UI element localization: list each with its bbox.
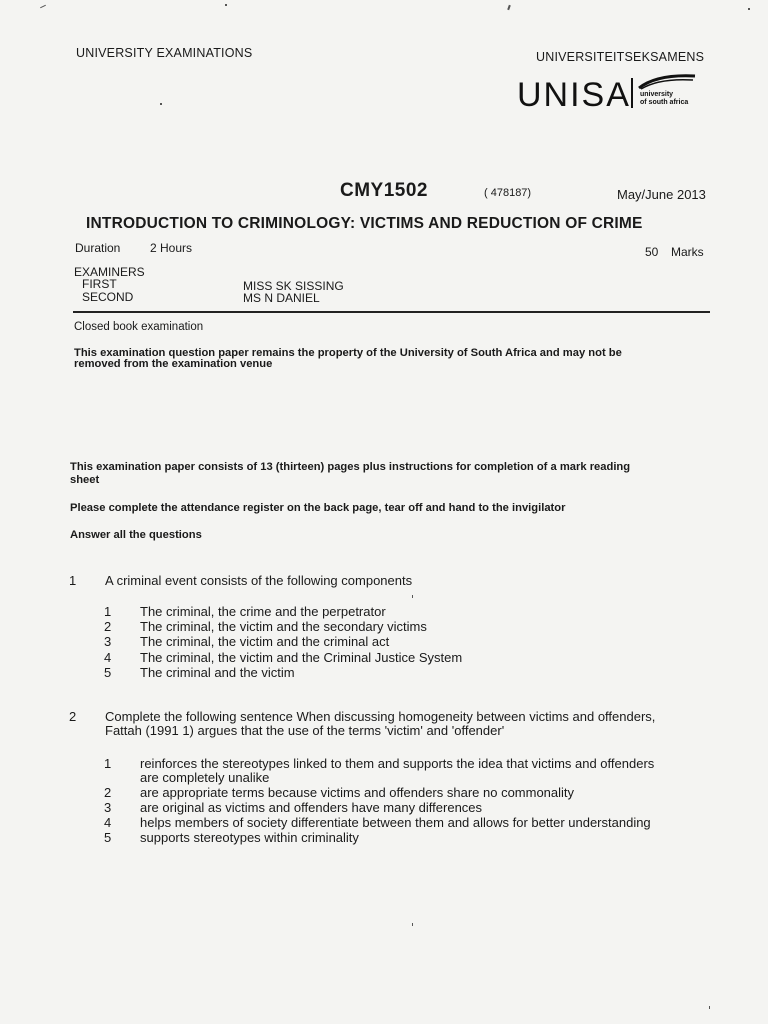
- option-text: The criminal and the victim: [140, 665, 295, 680]
- option-number: 4: [104, 815, 112, 830]
- scan-speck: [160, 103, 162, 105]
- header-right: UNIVERSITEITSEKSAMENS: [536, 50, 705, 64]
- option-number: 1: [104, 756, 112, 771]
- register-note: Please complete the attendance register on the back page, tear off and hand to the invigilator: [70, 502, 566, 514]
- examiner-first-label: FIRST: [82, 277, 117, 291]
- option-number: 2: [104, 619, 112, 634]
- question-text-cont: Fattah (1991 1) argues that the use of the terms 'victim' and 'offender': [105, 723, 505, 738]
- marks-label: Marks: [671, 245, 704, 259]
- option-text: The criminal, the victim and the secondary victims: [140, 619, 427, 634]
- option-text: supports stereotypes within criminality: [140, 830, 359, 845]
- scan-speck: [40, 5, 46, 8]
- option-number: 5: [104, 830, 112, 845]
- scan-speck: [748, 8, 750, 10]
- duration-label: Duration: [75, 241, 121, 255]
- examiner-second-label: SECOND: [82, 290, 134, 304]
- course-code: CMY1502: [340, 180, 428, 201]
- option-text: are original as victims and offenders have many differences: [140, 800, 483, 815]
- option-text: The criminal, the victim and the criminal act: [140, 634, 390, 649]
- pages-note-line2: sheet: [70, 474, 100, 486]
- option-text: The criminal, the crime and the perpetrator: [140, 604, 386, 619]
- option-text: are appropriate terms because victims and offenders share no commonality: [140, 785, 575, 800]
- question-text: A criminal event consists of the following components: [105, 573, 413, 588]
- logo-emblem-icon: [637, 72, 697, 90]
- scan-speck: [709, 1006, 710, 1009]
- marks-value: 50: [645, 245, 659, 259]
- option-number: 1: [104, 604, 112, 619]
- question-number: 1: [69, 573, 77, 588]
- scan-speck: [412, 595, 413, 598]
- option-text: reinforces the stereotypes linked to them and supports the idea that victims and offenders: [140, 756, 655, 771]
- scan-speck: [225, 4, 227, 6]
- examiner-first-name: MISS SK SISSING: [243, 279, 344, 293]
- option-number: 2: [104, 785, 112, 800]
- option-text: The criminal, the victim and the Criminal Justice System: [140, 650, 463, 665]
- logo-wordmark: UNISA: [517, 76, 631, 114]
- option-number: 3: [104, 634, 112, 649]
- examiner-second-name: MS N DANIEL: [243, 291, 320, 305]
- option-text: helps members of society differentiate between them and allows for better understanding: [140, 815, 651, 830]
- logo-subtitle-2: of south africa: [640, 99, 689, 106]
- header-left: UNIVERSITY EXAMINATIONS: [76, 46, 253, 60]
- duration-value: 2 Hours: [150, 241, 193, 255]
- closed-book-note: Closed book examination: [74, 321, 204, 333]
- exam-date: May/June 2013: [617, 187, 706, 202]
- option-number: 3: [104, 800, 112, 815]
- answer-all-note: Answer all the questions: [70, 529, 202, 541]
- header-divider: [73, 311, 710, 313]
- option-number: 4: [104, 650, 112, 665]
- pages-note-line1: This examination paper consists of 13 (thirteen) pages plus instructions for completion of a mark reading: [70, 461, 631, 473]
- scan-speck: [412, 923, 413, 926]
- property-note-line2: removed from the examination venue: [74, 358, 273, 370]
- exam-title: INTRODUCTION TO CRIMINOLOGY: VICTIMS AND REDUCTION OF CRIME: [86, 215, 643, 232]
- examiners-heading: EXAMINERS: [74, 265, 145, 279]
- question-text: Complete the following sentence When discussing homogeneity between victims and offenders,: [105, 709, 656, 724]
- question-number: 2: [69, 709, 77, 724]
- property-note-line1: This examination question paper remains the property of the University of South Africa and may not be: [74, 347, 622, 359]
- option-number: 5: [104, 665, 112, 680]
- logo-divider: [631, 78, 633, 108]
- exam-reference: ( 478187): [484, 187, 532, 199]
- logo-subtitle-1: university: [640, 91, 674, 98]
- scan-speck: [507, 5, 511, 10]
- option-text-cont: are completely unalike: [140, 770, 270, 785]
